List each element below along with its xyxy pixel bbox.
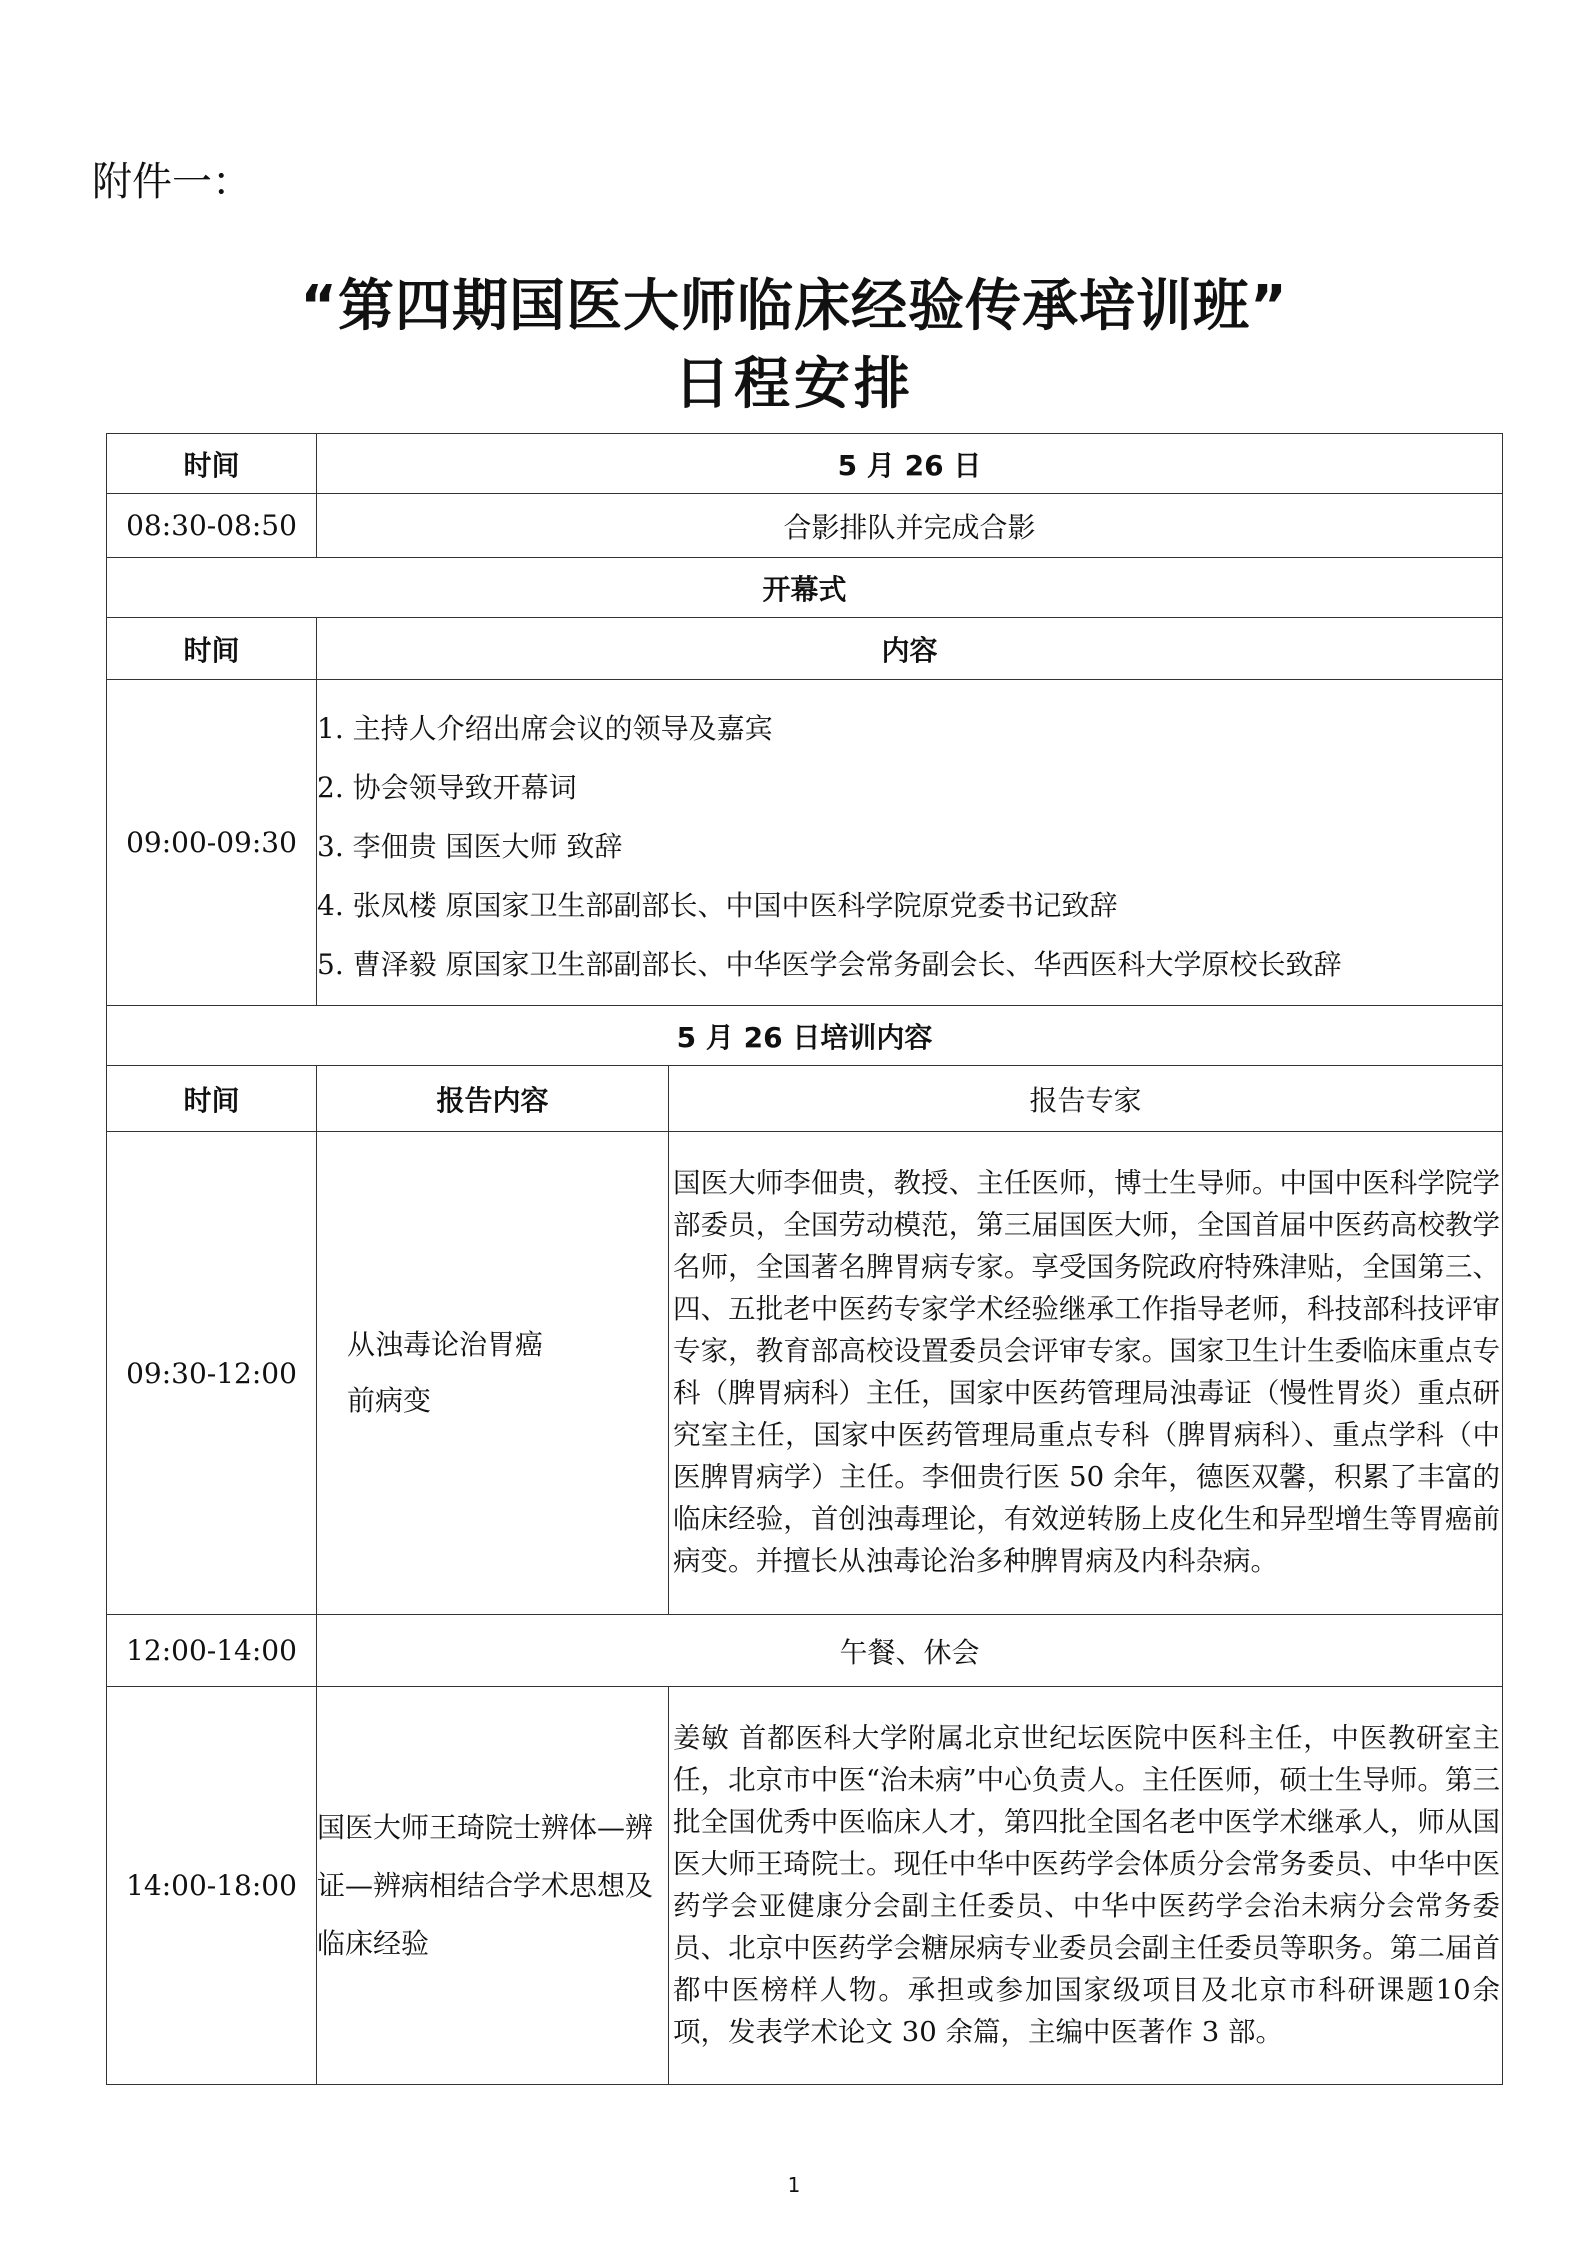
attachment-label: 附件一： bbox=[92, 159, 252, 205]
list-item: 5. 曹泽毅 原国家卫生部副部长、中华医学会常务副会长、华西医科大学原校长致辞 bbox=[317, 948, 1342, 981]
time-cell: 08:30-08:50 bbox=[107, 494, 317, 558]
time-cell: 12:00-14:00 bbox=[107, 1615, 317, 1687]
table-row bbox=[107, 618, 1503, 680]
expert-bio: 姜敏 首都医科大学附属北京世纪坛医院中医科主任，中医教研室主任，北京市中医“治未病”中心负责人。主任医师，硕士生导师。第三批全国优秀中医临床人才，第四批全国名老中医学术继承人，师从国医大师王琦院士。现任中华中医药学会体质分会常务委员、中华中医药学会亚健康分会副主任委员、中华中医药学会治未病分会常务委员、北京中医药学会糖尿病专业委员会副主任委员等职务。第二届首都中医榜样人物。承担或参加国家级项目及北京市科研课题10余项，发表学术论文 30 余篇，主编中医著作 3 部。 bbox=[669, 1687, 1503, 2085]
section-header-training: 5 月 26 日培训内容 bbox=[107, 1006, 1503, 1066]
document-title: “第四期国医大师临床经验传承培训班” bbox=[300, 274, 1288, 339]
section-header-opening: 开幕式 bbox=[107, 558, 1503, 618]
time-cell: 09:30-12:00 bbox=[107, 1132, 317, 1615]
time-cell: 09:00-09:30 bbox=[107, 680, 317, 1006]
time-header: 时间 bbox=[107, 1066, 317, 1132]
table-row bbox=[107, 494, 1503, 558]
expert-bio: 国医大师李佃贵，教授、主任医师，博士生导师。中国中医科学院学部委员，全国劳动模范，第三届国医大师，全国首届中医药高校教学名师，全国著名脾胃病专家。享受国务院政府特殊津贴，全国第三、四、五批老中医药专家学术经验继承工作指导老师，科技部科技评审专家，教育部高校设置委员会评审专家。国家卫生计生委临床重点专科（脾胃病科）主任，国家中医药管理局浊毒证（慢性胃炎）重点研究室主任，国家中医药管理局重点专科（脾胃病科）、重点学科（中医脾胃病学）主任。李佃贵行医 50 余年，德医双馨，积累了丰富的临床经验，首创浊毒理论，有效逆转肠上皮化生和异型增生等胃癌前病变。并擅长从浊毒论治多种脾胃病及内科杂病。 bbox=[669, 1132, 1503, 1615]
list-item: 4. 张凤楼 原国家卫生部副部长、中国中医科学院原党委书记致辞 bbox=[317, 889, 1118, 922]
report-content-header: 报告内容 bbox=[317, 1066, 669, 1132]
table-row bbox=[107, 680, 1503, 1006]
table-row bbox=[107, 1615, 1503, 1687]
content-header: 内容 bbox=[317, 618, 1503, 680]
content-cell: 合影排队并完成合影 bbox=[317, 494, 1503, 558]
report-expert-header: 报告专家 bbox=[669, 1066, 1503, 1132]
table-row bbox=[107, 1687, 1503, 2085]
time-header: 时间 bbox=[107, 618, 317, 680]
time-header: 时间 bbox=[107, 434, 317, 494]
list-item: 1. 主持人介绍出席会议的领导及嘉宾 bbox=[317, 712, 773, 745]
table-row bbox=[107, 558, 1503, 618]
content-cell: 午餐、休会 bbox=[317, 1615, 1503, 1687]
table-row bbox=[107, 1006, 1503, 1066]
table-row bbox=[107, 434, 1503, 494]
table-row bbox=[107, 1066, 1503, 1132]
time-cell: 14:00-18:00 bbox=[107, 1687, 317, 2085]
report-topic: 国医大师王琦院士辨体—辨证—辨病相结合学术思想及临床经验 bbox=[317, 1687, 669, 2085]
table-row bbox=[107, 1132, 1503, 1615]
list-item: 2. 协会领导致开幕词 bbox=[317, 771, 577, 804]
schedule-table bbox=[106, 433, 1503, 2085]
document-subtitle: 日程安排 bbox=[674, 352, 914, 417]
list-item: 3. 李佃贵 国医大师 致辞 bbox=[317, 830, 623, 863]
report-topic: 从浊毒论治胃癌 前病变 bbox=[317, 1132, 669, 1615]
opening-agenda bbox=[317, 680, 1503, 1006]
date-header: 5 月 26 日 bbox=[317, 434, 1503, 494]
page-number: 1 bbox=[787, 2173, 801, 2197]
